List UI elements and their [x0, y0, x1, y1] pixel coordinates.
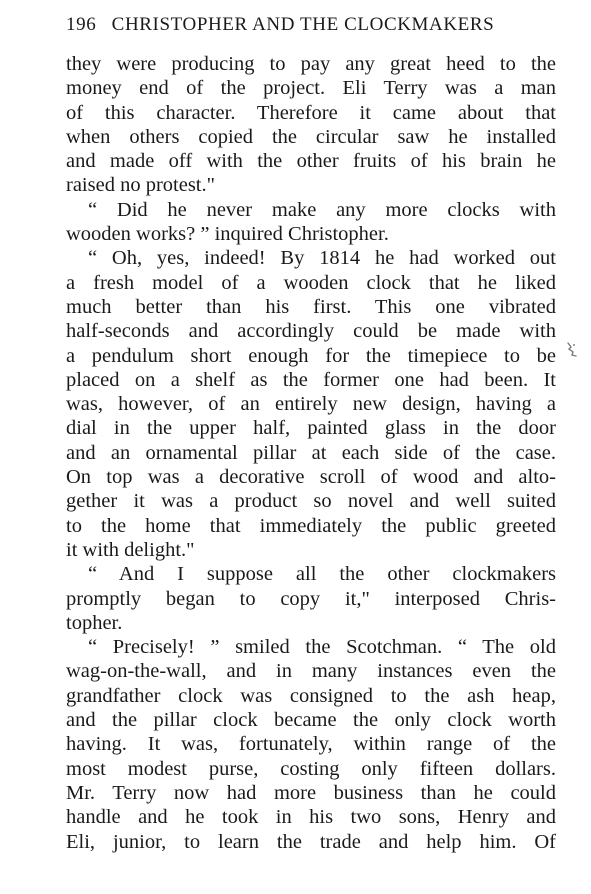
- text-line: handle and he took in his two sons, Henry and: [66, 806, 556, 829]
- text-line: and an ornamental pillar at each side of the case.: [66, 441, 556, 464]
- text-line: to the home that immediately the public greeted: [66, 514, 556, 537]
- ink-smudge-mark: [565, 340, 579, 358]
- text-line: placed on a shelf as the former one had been. It: [66, 368, 556, 391]
- text-line: gether it was a product so novel and well suited: [66, 490, 556, 513]
- text-line: topher.: [66, 611, 123, 634]
- body-text: [66, 52, 556, 854]
- text-line: much better than his first. This one vibrated: [66, 295, 556, 318]
- text-line: wag-on-the-wall, and in many instances even the: [66, 660, 556, 683]
- text-line: promptly began to copy it," interposed Chris-: [66, 587, 556, 610]
- text-line: “ Oh, yes, indeed! By 1814 he had worked out: [88, 247, 556, 270]
- text-line: and the pillar clock became the only clock worth: [66, 709, 556, 732]
- text-line: and made off with the other fruits of his brain he: [66, 150, 556, 173]
- text-line: having. It was, fortunately, within range of the: [66, 733, 556, 756]
- text-line: dial in the upper half, painted glass in the door: [66, 417, 556, 440]
- text-line: was, however, of an entirely new design, having a: [66, 393, 556, 416]
- text-line: “ Precisely! ” smiled the Scotchman. “ The old: [88, 636, 556, 659]
- text-line: when others copied the circular saw he installed: [66, 125, 556, 148]
- text-line: a fresh model of a wooden clock that he liked: [66, 271, 556, 294]
- text-line: it with delight.": [66, 538, 195, 561]
- text-line: “ And I suppose all the other clockmakers: [88, 563, 556, 586]
- text-line: money end of the project. Eli Terry was a man: [66, 77, 556, 100]
- text-line: Eli, junior, to learn the trade and help him. Of: [66, 830, 556, 853]
- page-number: 196: [66, 14, 97, 35]
- text-line: of this character. Therefore it came about that: [66, 101, 556, 124]
- text-line: raised no protest.": [66, 174, 215, 197]
- text-line: they were producing to pay any great heed to the: [66, 53, 556, 75]
- text-line: grandfather clock was consigned to the ash heap,: [66, 684, 556, 707]
- text-line: Mr. Terry now had more business than he could: [66, 781, 556, 804]
- running-title: CHRISTOPHER AND THE CLOCKMAKERS: [111, 14, 495, 35]
- text-line: “ Did he never make any more clocks with: [88, 198, 556, 221]
- page-header: [66, 14, 566, 44]
- text-line: wooden works? ” inquired Christopher.: [66, 223, 389, 246]
- text-line: a pendulum short enough for the timepiece to be: [66, 344, 556, 367]
- text-line: On top was a decorative scroll of wood and alto-: [66, 466, 556, 489]
- text-line: most modest purse, costing only fifteen dollars.: [66, 757, 556, 780]
- text-line: half-seconds and accordingly could be made with: [66, 320, 556, 343]
